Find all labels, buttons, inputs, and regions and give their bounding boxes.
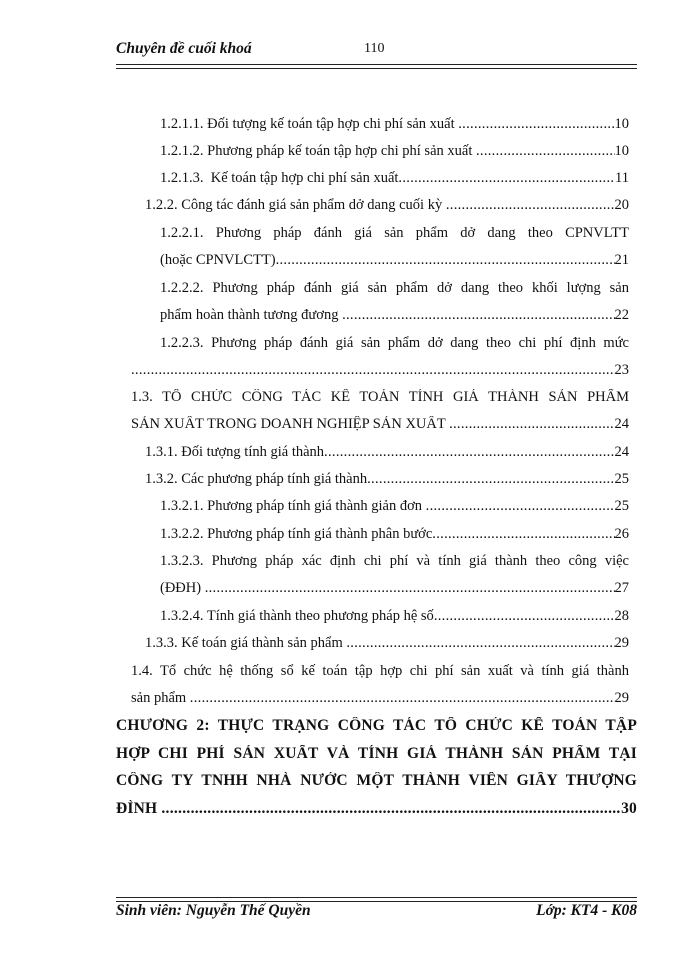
toc-entry-page: 24	[614, 416, 629, 432]
toc-entry[interactable]	[131, 690, 629, 707]
toc-entry-text: 1.2.1.1. Đối tượng kế toán tập hợp chi phí sản xuất	[160, 116, 459, 132]
toc-entry-page: 11	[615, 170, 629, 186]
toc-entry-text: 1.3.1. Đối tượng tính giá thành	[145, 444, 325, 460]
toc-entry-text: (ĐĐH)	[160, 580, 205, 596]
toc-entry-page: 30	[621, 800, 637, 817]
toc-entry-text: 1.3.2.1. Phương pháp tính giá thành giản đơn	[160, 498, 426, 514]
toc-entry[interactable]	[160, 526, 629, 543]
toc-entry-page: 25	[614, 498, 629, 514]
page-number: 110	[364, 41, 385, 56]
toc-entry-text: 1.3.3. Kế toán giá thành sản phẩm	[145, 635, 347, 651]
class-code: Lớp: KT4 - K08	[536, 902, 637, 919]
toc-entry-page: 20	[614, 197, 629, 213]
toc-entry-text: 1.2.1.3. Kế toán tập hợp chi phí sản xuất	[160, 170, 399, 186]
toc-entry-text: (hoặc CPNVLCTT)	[160, 252, 276, 268]
toc-entry[interactable]	[145, 635, 629, 652]
student-name: Sinh viên: Nguyễn Thế Quyền	[116, 902, 311, 919]
document-title: Chuyên đề cuối khoá	[116, 40, 252, 57]
toc-entry-text: 1.3.2.2. Phương pháp tính giá thành phân bước	[160, 526, 433, 542]
toc-entry-text: 1.3.2. Các phương pháp tính giá thành	[145, 471, 368, 487]
toc-entry[interactable]	[145, 471, 629, 488]
page-header	[116, 40, 637, 62]
page-footer	[116, 902, 637, 924]
toc-entry-line[interactable]: 1.2.2.2. Phương pháp đánh giá sản phẩm dở dang theo khối lượng sản	[160, 280, 629, 296]
toc-entry-page: 28	[614, 608, 629, 624]
toc-entry-text: 1.2.2. Công tác đánh giá sản phẩm dở dang cuối kỳ	[145, 197, 446, 213]
toc-entry-page: 29	[614, 690, 629, 706]
toc-entry-page: 10	[614, 116, 629, 132]
toc-entry-page: 23	[614, 362, 629, 378]
toc-entry[interactable]	[160, 116, 629, 133]
toc-entry-text: sản phẩm	[131, 690, 190, 706]
toc-entry-line[interactable]: 1.3.2.3. Phương pháp xác định chi phí và tính giá thành theo công việc	[160, 553, 629, 569]
chapter-heading[interactable]: HỢP CHI PHÍ SẢN XUẤT VÀ TÍNH GIÁ THÀNH SẢN PHẨM TẠI	[116, 745, 637, 762]
toc-entry[interactable]	[145, 444, 629, 461]
toc-entry-text: 1.2.1.2. Phương pháp kế toán tập hợp chi phí sản xuất	[160, 143, 476, 159]
toc-entry[interactable]	[160, 307, 629, 324]
toc-entry-page: 22	[614, 307, 629, 323]
toc-entry[interactable]	[131, 362, 629, 379]
toc-entry[interactable]	[116, 800, 637, 818]
toc-entry[interactable]	[160, 252, 629, 269]
toc-entry[interactable]	[160, 608, 629, 625]
toc-entry-text: ĐÌNH	[116, 800, 162, 817]
toc-entry-text: phẩm hoàn thành tương đương	[160, 307, 343, 323]
toc-entry-text: SẢN XUẤT TRONG DOANH NGHIỆP SẢN XUẤT	[131, 416, 450, 432]
toc-entry-page: 25	[614, 471, 629, 487]
toc-entry[interactable]	[160, 498, 629, 515]
toc-entry-page: 29	[614, 635, 629, 651]
toc-entry[interactable]	[160, 580, 629, 597]
toc-section-heading[interactable]: 1.4. Tổ chức hệ thống sổ kế toán tập hợp chi phí sản xuất và tính giá thành	[131, 663, 629, 679]
toc-entry[interactable]	[131, 416, 629, 433]
toc-entry[interactable]	[160, 170, 629, 187]
toc-entry-line[interactable]: 1.2.2.1. Phương pháp đánh giá sản phẩm dở dang theo CPNVLTT	[160, 225, 629, 241]
toc-entry-text: 1.3.2.4. Tính giá thành theo phương pháp hệ số	[160, 608, 434, 624]
toc-entry-page: 27	[614, 580, 629, 596]
toc-entry[interactable]	[145, 197, 629, 214]
toc-entry-line[interactable]: 1.2.2.3. Phương pháp đánh giá sản phẩm dở dang theo chi phí định mức	[160, 335, 629, 351]
toc-entry-page: 26	[614, 526, 629, 542]
toc-entry-page: 24	[614, 444, 629, 460]
toc-entry-page: 10	[614, 143, 629, 159]
chapter-heading[interactable]: CHƯƠNG 2: THỰC TRẠNG CÔNG TÁC TỔ CHỨC KẾ TOÁN TẬP	[116, 717, 637, 734]
toc-section-heading[interactable]: 1.3. TỔ CHỨC CÔNG TÁC KẾ TOÁN TÍNH GIÁ THÀNH SẢN PHẨM	[131, 389, 629, 405]
chapter-heading[interactable]: CÔNG TY TNHH NHÀ NƯỚC MỘT THÀNH VIÊN GIẦY THƯỢNG	[116, 772, 637, 789]
toc-entry[interactable]	[160, 143, 629, 160]
toc-entry-page: 21	[614, 252, 629, 268]
header-divider	[116, 64, 637, 69]
